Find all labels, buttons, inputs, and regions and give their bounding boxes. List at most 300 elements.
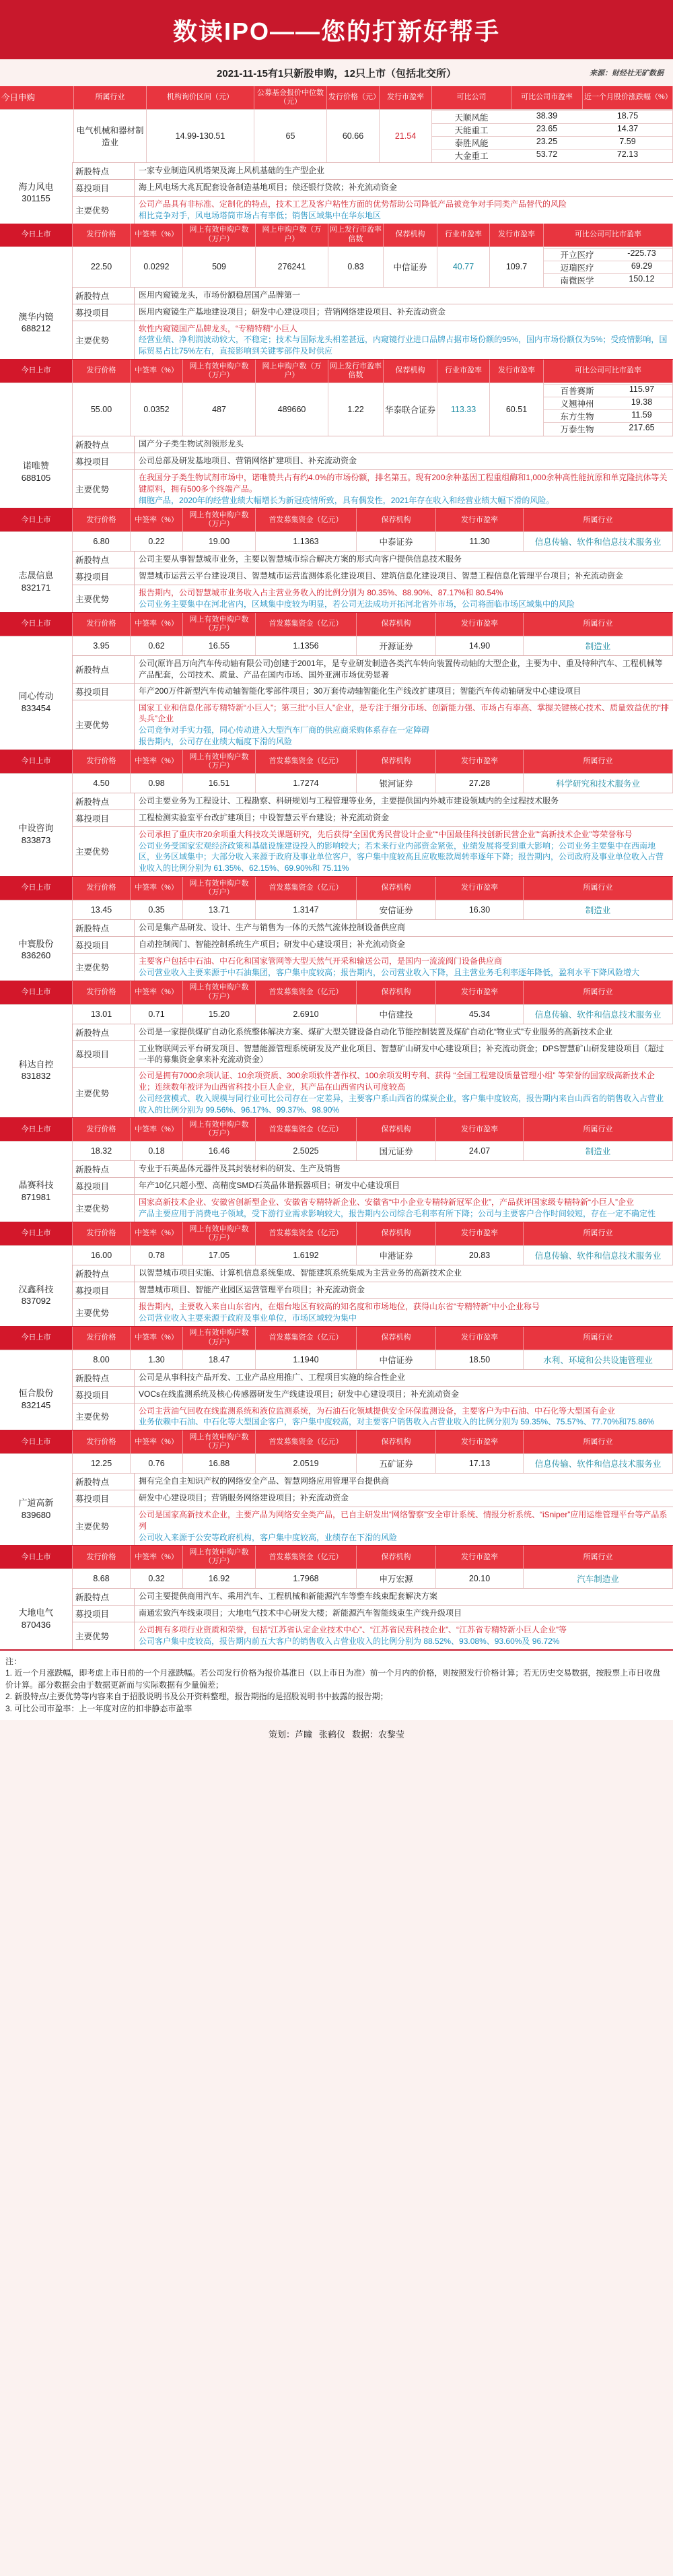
peer-name: 天顺风能 (454, 113, 489, 123)
detail-content (135, 1370, 673, 1386)
industry: 水利、环境和公共设施管理业 (524, 1350, 673, 1369)
detail-label: 新股特点 (73, 1370, 135, 1386)
header-cell: 发行市盈率 (436, 613, 524, 636)
listing-header (0, 1546, 673, 1568)
header-cell: 首发募集资金（亿元） (256, 981, 357, 1004)
detail-rows (73, 793, 673, 876)
header-cell: 发行价格 (73, 1222, 131, 1245)
detail-text: 公司拥有多项行业资质和荣誉，包括“江苏省认定企业技术中心”、“江苏省民营科技企业”、“江苏省专精特新小巨人企业”等 (139, 1625, 567, 1635)
stock-code: 871981 (21, 1191, 51, 1202)
header-cell: 发行市盈率 (490, 360, 544, 383)
detail-content (135, 1024, 673, 1041)
detail-label: 募投项目 (73, 453, 135, 469)
first-stock-block (0, 86, 673, 224)
header-cell: 发行市盈率 (436, 1546, 524, 1568)
header-cell: 发行价格 (73, 508, 131, 531)
detail-content (135, 1265, 673, 1282)
detail-row (73, 568, 673, 585)
detail-text: 报告期内，公司存在业绩大幅度下滑的风险 (139, 736, 293, 746)
value-cell: 4.50 (73, 774, 131, 793)
peer-row (432, 123, 673, 136)
detail-row (73, 793, 673, 810)
detail-label: 新股特点 (73, 793, 135, 810)
detail-content (135, 656, 673, 683)
value-cell (0, 110, 74, 162)
header-cell: 发行市盈率 (436, 750, 524, 773)
first-body (0, 162, 673, 224)
value-cell: 中泰证券 (357, 532, 436, 551)
detail-label: 主要优势 (73, 585, 135, 612)
header-cell: 网上有效申购户数（万户） (183, 1430, 256, 1453)
stock-body (0, 1473, 673, 1545)
detail-content (135, 1403, 673, 1430)
header-cell: 所属行业 (524, 508, 673, 531)
stock-body (0, 919, 673, 981)
value-cell: 2.6910 (256, 1005, 357, 1024)
detail-content (135, 1299, 673, 1326)
value-cell: 0.0292 (131, 247, 183, 287)
peer-row (544, 397, 673, 409)
stock-name-col (0, 1473, 73, 1545)
detail-text: 公司总部及研发基地项目、营销网络扩建项目、补充流动资金 (139, 455, 357, 465)
detail-text: 公司业务受国家宏观经济政策和基础设施建设投入的影响较大；若未来行业内部资金紧张，业绩发展将受到重大影响；公司业务主要集中在西南地区，业务区域集中；大部分收入来源于政府及事业单位客户，客户集中度较高且应收账款周转率逐年下降；报告期内，公司政府及事业单位收入占营业收入的比例分别为 61.35%、62.15%、69.90%和 75.11% (139, 840, 664, 873)
value-cell: 16.51 (183, 774, 256, 793)
detail-text: 公司经营模式、收入规模与同行业可比公司存在一定差异，主要客户系山西省的煤炭企业，客户集中度较高，报告期内来自山西省的销售收入占营业收入的比例分别为 99.56%、96.17%、99.37%、98.90% (139, 1093, 664, 1115)
detail-content (135, 920, 673, 936)
detail-content (135, 304, 673, 321)
stock-name-col (0, 551, 73, 612)
detail-text: 拥有完全自主知识产权的网络安全产品、智慧网络应用管理平台提供商 (139, 1476, 390, 1486)
detail-row (73, 1041, 673, 1068)
header-cell: 可比公司市盈率 (511, 86, 583, 109)
stock-name: 广道高新 (18, 1498, 54, 1509)
detail-content (135, 684, 673, 700)
value-cell: 20.83 (436, 1246, 524, 1265)
stock-name: 中寰股份 (18, 938, 54, 949)
value-cell (0, 1350, 73, 1369)
detail-content (135, 552, 673, 568)
header-cell: 中签率（%） (131, 750, 183, 773)
detail-label: 新股特点 (73, 1474, 135, 1490)
header-cell: 今日上市 (0, 224, 73, 246)
stock-code: 870436 (21, 1619, 51, 1630)
detail-label: 主要优势 (73, 197, 135, 224)
value-cell (0, 1005, 73, 1024)
stock-body (0, 1588, 673, 1649)
value-cell: 1.30 (131, 1350, 183, 1369)
stock-code: 832171 (21, 582, 51, 593)
detail-text: 公司是从事科技产品开发、工业产品应用推广、工程项目实施的综合性企业 (139, 1372, 406, 1382)
stock-body (0, 793, 673, 876)
stock-name-col (0, 1024, 73, 1118)
detail-text: 公司主要从事智慧城市业务，主要以智慧城市综合解决方案的形式向客户提供信息技术服务 (139, 554, 462, 564)
header-cell: 发行价格 (73, 613, 131, 636)
stock-body (0, 1265, 673, 1326)
header-cell: 首发募集资金（亿元） (256, 750, 357, 773)
detail-label: 新股特点 (73, 920, 135, 936)
value-cell: 14.90 (436, 636, 524, 655)
value-cell (0, 383, 73, 436)
header-cell: 发行价格 (73, 981, 131, 1004)
header-cell: 保荐机构 (357, 981, 436, 1004)
header-cell: 发行价格 (73, 360, 131, 383)
value-cell: 489660 (256, 383, 328, 436)
detail-row (73, 683, 673, 700)
detail-row (73, 826, 673, 876)
detail-rows (73, 655, 673, 750)
value-cell: 1.1363 (256, 532, 357, 551)
industry: 汽车制造业 (524, 1569, 673, 1588)
value-cell: 0.18 (131, 1142, 183, 1160)
detail-row (73, 1024, 673, 1041)
value-cell: 0.62 (131, 636, 183, 655)
detail-label: 募投项目 (73, 304, 135, 321)
value-cell: 国元证券 (357, 1142, 436, 1160)
header-cell: 中签率（%） (131, 877, 183, 900)
footer-editor: 张鹤仪 (318, 1729, 345, 1740)
stock-block (0, 1118, 673, 1222)
detail-text: 研发中心建设项目；营销服务网络建设项目；补充流动资金 (139, 1493, 349, 1503)
detail-content (135, 436, 673, 453)
stock-code: 836260 (21, 950, 51, 961)
value-cell: 1.7274 (256, 774, 357, 793)
peer-name: 迈瑞医疗 (560, 263, 594, 273)
detail-row (73, 436, 673, 453)
value-cell: 0.83 (328, 247, 384, 287)
detail-content (135, 163, 673, 179)
detail-content (135, 1606, 673, 1622)
detail-text: 报告期内，公司智慧城市业务收入占主营业务收入的比例分别为 80.35%、88.90%、87.17%和 80.54% (139, 588, 503, 598)
detail-row (73, 655, 673, 683)
detail-row (73, 1194, 673, 1222)
detail-rows (73, 162, 673, 224)
peer-pe: 38.39 (536, 111, 558, 121)
stock-name-col (0, 793, 73, 876)
header-cell: 今日上市 (0, 1430, 73, 1453)
peer-pe: 23.65 (536, 124, 558, 133)
footer-data: 数据：农黎莹 (352, 1729, 405, 1740)
listing-header (0, 1327, 673, 1350)
value-cell: 0.35 (131, 900, 183, 919)
detail-text: 一家专业制造风机塔架及海上风机基础的生产型企业 (139, 166, 325, 175)
value-cell (0, 774, 73, 793)
stock-block (0, 613, 673, 750)
detail-row (73, 1177, 673, 1194)
detail-row (73, 1386, 673, 1403)
value-cell: 中信建投 (357, 1005, 436, 1024)
listing-values (0, 531, 673, 551)
header-cell: 公募基金报价中位数（元） (254, 86, 327, 109)
value-cell: 13.71 (183, 900, 256, 919)
page-title: 数读IPO——您的打新好帮手 (0, 0, 673, 59)
value-cell: 0.76 (131, 1454, 183, 1473)
value-cell: 17.13 (436, 1454, 524, 1473)
value-cell (0, 532, 73, 551)
header-cell: 发行市盈率 (436, 1430, 524, 1453)
detail-label: 主要优势 (73, 954, 135, 981)
detail-label: 募投项目 (73, 1178, 135, 1194)
header-cell: 保荐机构 (357, 1222, 436, 1245)
detail-label: 募投项目 (73, 937, 135, 953)
header-cell: 可比公司可比市盈率 (544, 360, 673, 383)
value-cell: 16.92 (183, 1569, 256, 1588)
value-cell: 3.95 (73, 636, 131, 655)
peer-pe: 19.38 (631, 397, 653, 407)
header-cell: 近一个月股价涨跌幅（%） (583, 86, 673, 109)
detail-text: 公司收入来源于公安等政府机构，客户集中度较高，业绩存在下滑的风险 (139, 1532, 398, 1542)
value-cell: 1.7968 (256, 1569, 357, 1588)
detail-label: 新股特点 (73, 1265, 135, 1282)
footer (0, 1720, 673, 1747)
header-cell: 所属行业 (524, 877, 673, 900)
header-cell: 行业市盈率 (437, 224, 490, 246)
value-cell: 16.46 (183, 1142, 256, 1160)
detail-row (73, 700, 673, 750)
stock-name-col (0, 436, 73, 508)
listing-values (0, 773, 673, 793)
detail-row (73, 162, 673, 179)
detail-row (73, 1403, 673, 1430)
header-cell: 所属行业 (524, 613, 673, 636)
peer-return: 7.59 (619, 137, 636, 146)
detail-text: 国家高新技术企业、安徽省创新型企业、安徽省专精特新企业、安徽省“中小企业专精特新冠军企业”，产品获评国家级专精特新“小巨人”企业 (139, 1197, 634, 1208)
peer-pe: 53.72 (536, 150, 558, 159)
stock-block (0, 1546, 673, 1650)
detail-label: 募投项目 (73, 1282, 135, 1298)
listing-values (0, 1453, 673, 1473)
detail-content (135, 810, 673, 826)
header-cell: 网上申购户数（万户） (256, 224, 328, 246)
detail-content (135, 1474, 673, 1490)
value-cell: 申万宏源 (357, 1569, 436, 1588)
industry: 科学研究和技术服务业 (524, 774, 673, 793)
stock-name: 诺唯赞 (22, 461, 49, 471)
header-cell: 保荐机构 (357, 613, 436, 636)
value-cell: 60.66 (327, 110, 380, 162)
detail-text: 主要客户包括中石油、中石化和国家管网等大型天然气开采和输送公司，是国内一流流阀门设备供应商 (139, 956, 503, 966)
detail-text: 公司是拥有7000余项认证、10余项资质、300余项软件著作权、100余项发明专利、获得 “全国工程建设质量管理小组” 等荣誉的国家级高新技术企业；连续数年被评为山西省科技小巨人企业，其产品在山西省内认可度较高 (139, 1071, 655, 1092)
detail-text: 专业于石英晶体元器件及其封装材料的研发、生产及销售 (139, 1164, 341, 1174)
stock-block (0, 360, 673, 508)
value-cell: 8.68 (73, 1569, 131, 1588)
header-cell: 所属行业 (524, 1430, 673, 1453)
value-cell: 16.00 (73, 1246, 131, 1265)
value-cell: 0.78 (131, 1246, 183, 1265)
peer-pe: 11.59 (631, 409, 652, 420)
listing-header (0, 224, 673, 246)
peer-list (432, 110, 673, 162)
stock-name: 大地电气 (18, 1608, 54, 1618)
header-cell: 保荐机构 (384, 224, 437, 246)
peer-row (544, 261, 673, 273)
stock-block (0, 224, 673, 360)
stock-body (0, 1369, 673, 1430)
header-cell: 发行市盈率 (436, 1118, 524, 1141)
detail-row (73, 585, 673, 612)
detail-label: 主要优势 (73, 827, 135, 876)
detail-row (73, 810, 673, 826)
header-cell: 保荐机构 (357, 750, 436, 773)
detail-text: 业务依赖中石油、中石化等大型国企客户，客户集中度较高，对主要客户销售收入占营业收入的比例分别为 59.35%、75.57%、77.70%和75.86% (139, 1417, 655, 1427)
detail-content (135, 1282, 673, 1298)
header-cell: 网上有效申购户数（万户） (183, 613, 256, 636)
listing-header (0, 613, 673, 636)
industry: 制造业 (524, 636, 673, 655)
stock-block (0, 981, 673, 1119)
detail-text: 工程检测实验室平台改扩建项目；中设智慧云平台建设；补充流动资金 (139, 812, 390, 822)
value-cell (0, 900, 73, 919)
detail-row (73, 179, 673, 196)
header-cell: 发行价格 (73, 1546, 131, 1568)
footer-plan: 策划：芦瞳 (268, 1729, 312, 1740)
header-cell: 中签率（%） (131, 613, 183, 636)
header-cell: 发行市盈率 (490, 224, 544, 246)
value-cell (0, 1569, 73, 1588)
value-cell: 509 (183, 247, 256, 287)
value-cell: 45.34 (436, 1005, 524, 1024)
listing-values (0, 900, 673, 919)
detail-rows (73, 1160, 673, 1222)
value-cell (0, 1246, 73, 1265)
stock-code: 833873 (21, 834, 51, 845)
detail-label: 新股特点 (73, 163, 135, 179)
peer-name: 百普赛斯 (560, 386, 594, 396)
header-cell: 网上有效申购户数（万户） (183, 1222, 256, 1245)
value-cell: 0.22 (131, 532, 183, 551)
header-cell: 中签率（%） (131, 508, 183, 531)
detail-row (73, 287, 673, 304)
value-cell: 安信证券 (357, 900, 436, 919)
header-cell: 今日上市 (0, 750, 73, 773)
detail-label: 主要优势 (73, 1403, 135, 1430)
peer-name: 义翘神州 (560, 399, 594, 409)
peer-pe: 217.65 (629, 422, 655, 432)
detail-content (135, 288, 673, 304)
header-cell: 首发募集资金（亿元） (256, 1222, 357, 1245)
header-cell: 网上有效申购户数（万户） (183, 360, 256, 383)
stock-block (0, 877, 673, 981)
peer-pe: -225.73 (627, 248, 656, 258)
detail-text: 医用内窥镜生产基地建设项目；研发中心建设项目；营销网络建设项目、补充流动资金 (139, 306, 446, 317)
peer-row (432, 149, 673, 162)
detail-row (73, 551, 673, 568)
industry-pe: 40.77 (437, 247, 490, 287)
header-cell: 发行市盈率 (436, 1222, 524, 1245)
subtitle-text: 2021-11-15有1只新股申购，12只上市（包括北交所） (217, 67, 456, 79)
header-cell: 中签率（%） (131, 1546, 183, 1568)
detail-label: 新股特点 (73, 1161, 135, 1177)
stock-name: 汉鑫科技 (18, 1284, 54, 1294)
detail-label: 新股特点 (73, 436, 135, 453)
listing-stocks (0, 224, 673, 1650)
header-cell: 所属行业 (524, 1118, 673, 1141)
detail-text: 公司营业收入主要来源于中石油集团，客户集中度较高；报告期内，公司营业收入下降，且主营业务毛利率逐年降低，盈利水平下降风险增大 (139, 967, 640, 977)
header-cell: 今日申购 (0, 86, 74, 109)
listing-header (0, 1118, 673, 1141)
value-cell: 华泰联合证券 (384, 383, 437, 436)
header-cell: 所属行业 (524, 1546, 673, 1568)
value-cell: 2.5025 (256, 1142, 357, 1160)
detail-content (135, 700, 673, 750)
detail-text: 公司是一家提供煤矿自动化系统整体解决方案、煤矿大型关键设备自动化节能控制装置及煤矿自动化“物业式”专业服务的高新技术企业 (139, 1026, 612, 1036)
peer-row (432, 110, 673, 123)
value-cell: 18.47 (183, 1350, 256, 1369)
stock-block (0, 1327, 673, 1431)
detail-content (135, 197, 673, 224)
stock-name: 恒合股份 (18, 1388, 54, 1399)
value-cell: 1.6192 (256, 1246, 357, 1265)
peer-name: 南微医学 (560, 275, 594, 286)
stock-code: 832145 (21, 1399, 51, 1410)
detail-content (135, 1589, 673, 1605)
value-cell: 27.28 (436, 774, 524, 793)
header-cell: 所属行业 (524, 1222, 673, 1245)
value-cell: 0.32 (131, 1569, 183, 1588)
detail-row (73, 469, 673, 508)
detail-label: 募投项目 (73, 684, 135, 700)
value-cell: 18.50 (436, 1350, 524, 1369)
detail-label: 新股特点 (73, 656, 135, 683)
detail-label: 主要优势 (73, 470, 135, 508)
detail-label: 主要优势 (73, 1195, 135, 1222)
value-cell: 电气机械和器材制造业 (74, 110, 147, 162)
stock-body (0, 436, 673, 508)
value-cell: 8.00 (73, 1350, 131, 1369)
detail-content (135, 1490, 673, 1507)
peer-name: 东方生物 (560, 411, 594, 422)
peer-row (544, 384, 673, 397)
detail-rows (73, 1024, 673, 1118)
stock-block (0, 1222, 673, 1327)
value-cell: 109.7 (490, 247, 544, 287)
header-cell: 今日上市 (0, 877, 73, 900)
detail-content (135, 827, 673, 876)
first-values (0, 109, 673, 162)
peer-row (544, 409, 673, 422)
value-cell (0, 1454, 73, 1473)
header-cell: 发行市盈率 (380, 86, 432, 109)
detail-label: 募投项目 (73, 1041, 135, 1068)
peer-list (544, 383, 673, 436)
header-cell: 首发募集资金（亿元） (256, 877, 357, 900)
value-cell: 276241 (256, 247, 328, 287)
detail-text: 产品主要应用于消费电子领域，受下游行业需求影响较大，报告期内公司综合毛利率有所下降；公司与主要客户合作时间较短，存在一定不确定性 (139, 1209, 656, 1219)
header-cell: 今日上市 (0, 1118, 73, 1141)
header-cell: 中签率（%） (131, 1222, 183, 1245)
detail-label: 主要优势 (73, 1299, 135, 1326)
value-cell: 22.50 (73, 247, 131, 287)
detail-label: 募投项目 (73, 1387, 135, 1403)
value-cell: 申港证券 (357, 1246, 436, 1265)
detail-text: 国家工业和信息化部专精特新“小巨人”；第三批“小巨人”企业，是专注于细分市场、创新能力强、市场占有率高、掌握关键核心技术、质量效益优的“排头兵”企业 (139, 702, 669, 724)
stock-name-col (0, 1265, 73, 1326)
detail-text: 公司承担了重庆市20余项重大科技攻关课题研究，先后获得“全国优秀民营设计企业”“中国最佳科技创新民营企业”“高新技术企业”等荣誉称号 (139, 829, 633, 839)
value-cell: 16.88 (183, 1454, 256, 1473)
detail-content (135, 321, 673, 359)
peer-return: 72.13 (616, 150, 639, 159)
value-cell: 18.32 (73, 1142, 131, 1160)
detail-content (135, 585, 673, 612)
listing-header (0, 508, 673, 531)
header-cell: 今日上市 (0, 360, 73, 383)
header-cell: 保荐机构 (357, 508, 436, 531)
detail-row (73, 1507, 673, 1545)
value-cell: 1.1356 (256, 636, 357, 655)
header-cell: 网上有效申购户数（万户） (183, 1546, 256, 1568)
detail-label: 主要优势 (73, 321, 135, 359)
value-cell: 中信证券 (384, 247, 437, 287)
header-cell: 今日上市 (0, 981, 73, 1004)
